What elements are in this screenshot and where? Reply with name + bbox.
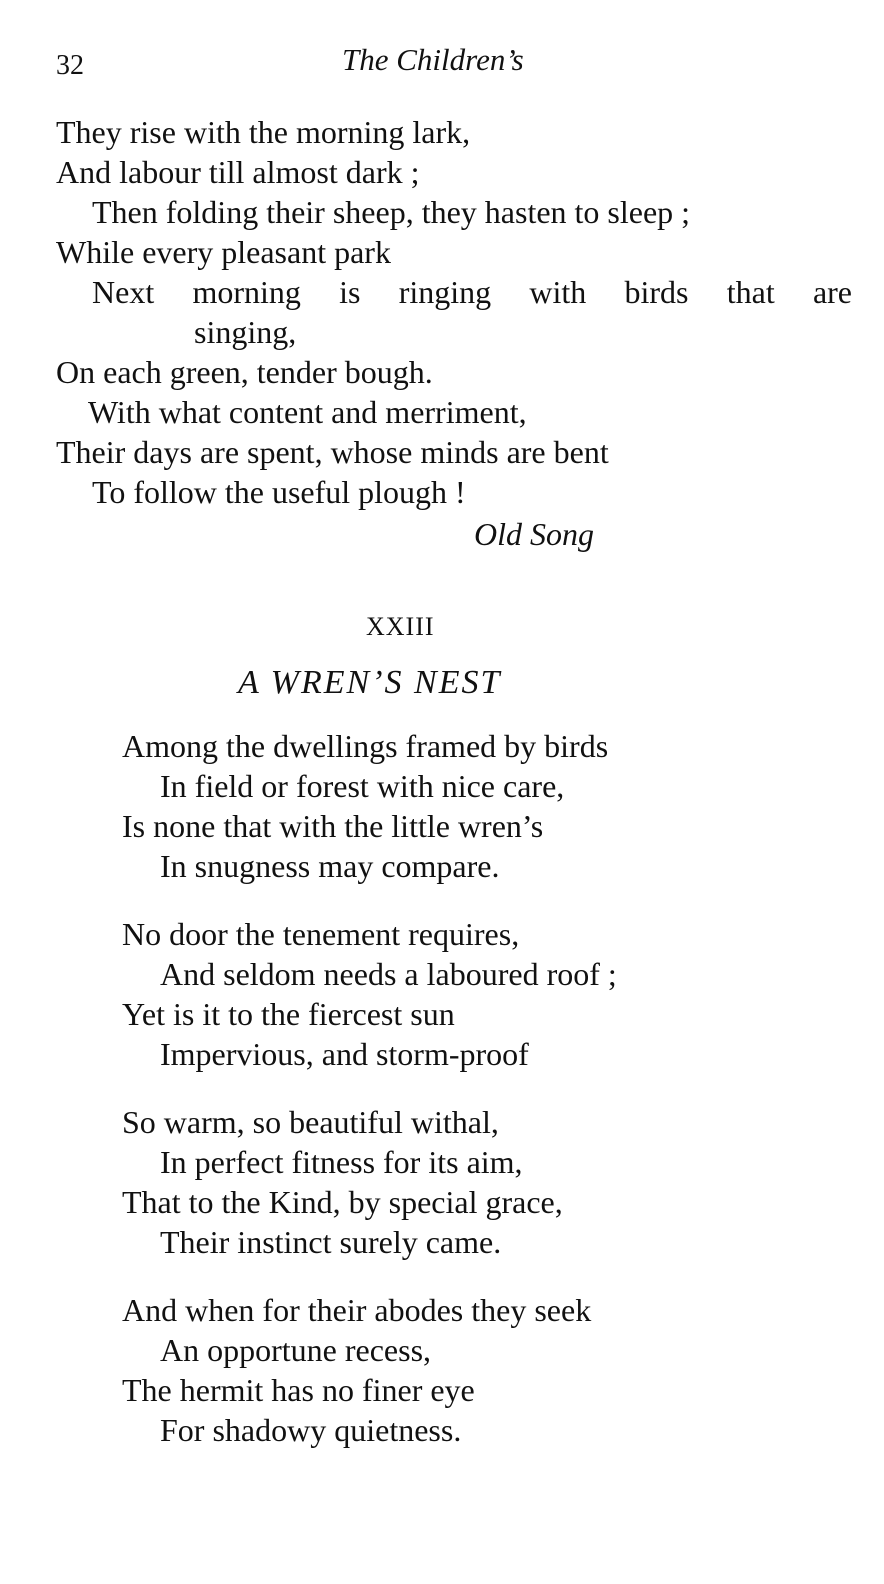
song-word: with [529,274,587,310]
song-line-justified [92,272,852,312]
song-line: Their days are spent, whose minds are bent [56,434,609,470]
poem-line: In snugness may compare. [160,848,500,884]
poem-line: Among the dwellings framed by birds [122,728,609,764]
poem-line: And seldom needs a laboured roof ; [160,956,617,992]
page-header [0,42,884,86]
poem-line: No door the tenement requires, [122,916,520,952]
song-attribution: Old Song [474,516,594,552]
section-number: XXIII [366,612,435,641]
poem-line: In perfect fitness for its aim, [160,1144,523,1180]
song-word: morning [192,274,301,310]
song-word: are [812,274,852,310]
song-line: singing, [194,314,297,350]
running-head: The Children’s [342,42,524,77]
poem-line: Their instinct surely came. [160,1224,502,1260]
song-word: is [339,274,361,310]
song-line: They rise with the morning lark, [56,114,471,150]
poem-line: In field or forest with nice care, [160,768,565,804]
song-word: birds [624,274,689,310]
poem-line: Yet is it to the fiercest sun [122,996,455,1032]
poem-line: And when for their abodes they seek [122,1292,592,1328]
song-line: While every pleasant park [56,234,391,270]
song-line: Then folding their sheep, they hasten to sleep ; [92,194,691,230]
song-word: Next [92,274,155,310]
song-word: ringing [398,274,492,310]
poem-line: The hermit has no finer eye [122,1372,475,1408]
song-word: that [726,274,775,310]
poem-line: So warm, so beautiful withal, [122,1104,499,1140]
poem-title: A WREN’S NEST [238,664,502,701]
poem-line: That to the Kind, by special grace, [122,1184,563,1220]
song-line: To follow the useful plough ! [92,474,466,510]
song-line: And labour till almost dark ; [56,154,420,190]
song-line [92,272,852,312]
poem-line: For shadowy quietness. [160,1412,462,1448]
song-line: On each green, tender bough. [56,354,433,390]
page-number: 32 [56,50,84,81]
poem-line: Impervious, and storm-proof [160,1036,529,1072]
song-line: With what content and merriment, [88,394,527,430]
poem-line: An opportune recess, [160,1332,432,1368]
poem-line: Is none that with the little wren’s [122,808,544,844]
